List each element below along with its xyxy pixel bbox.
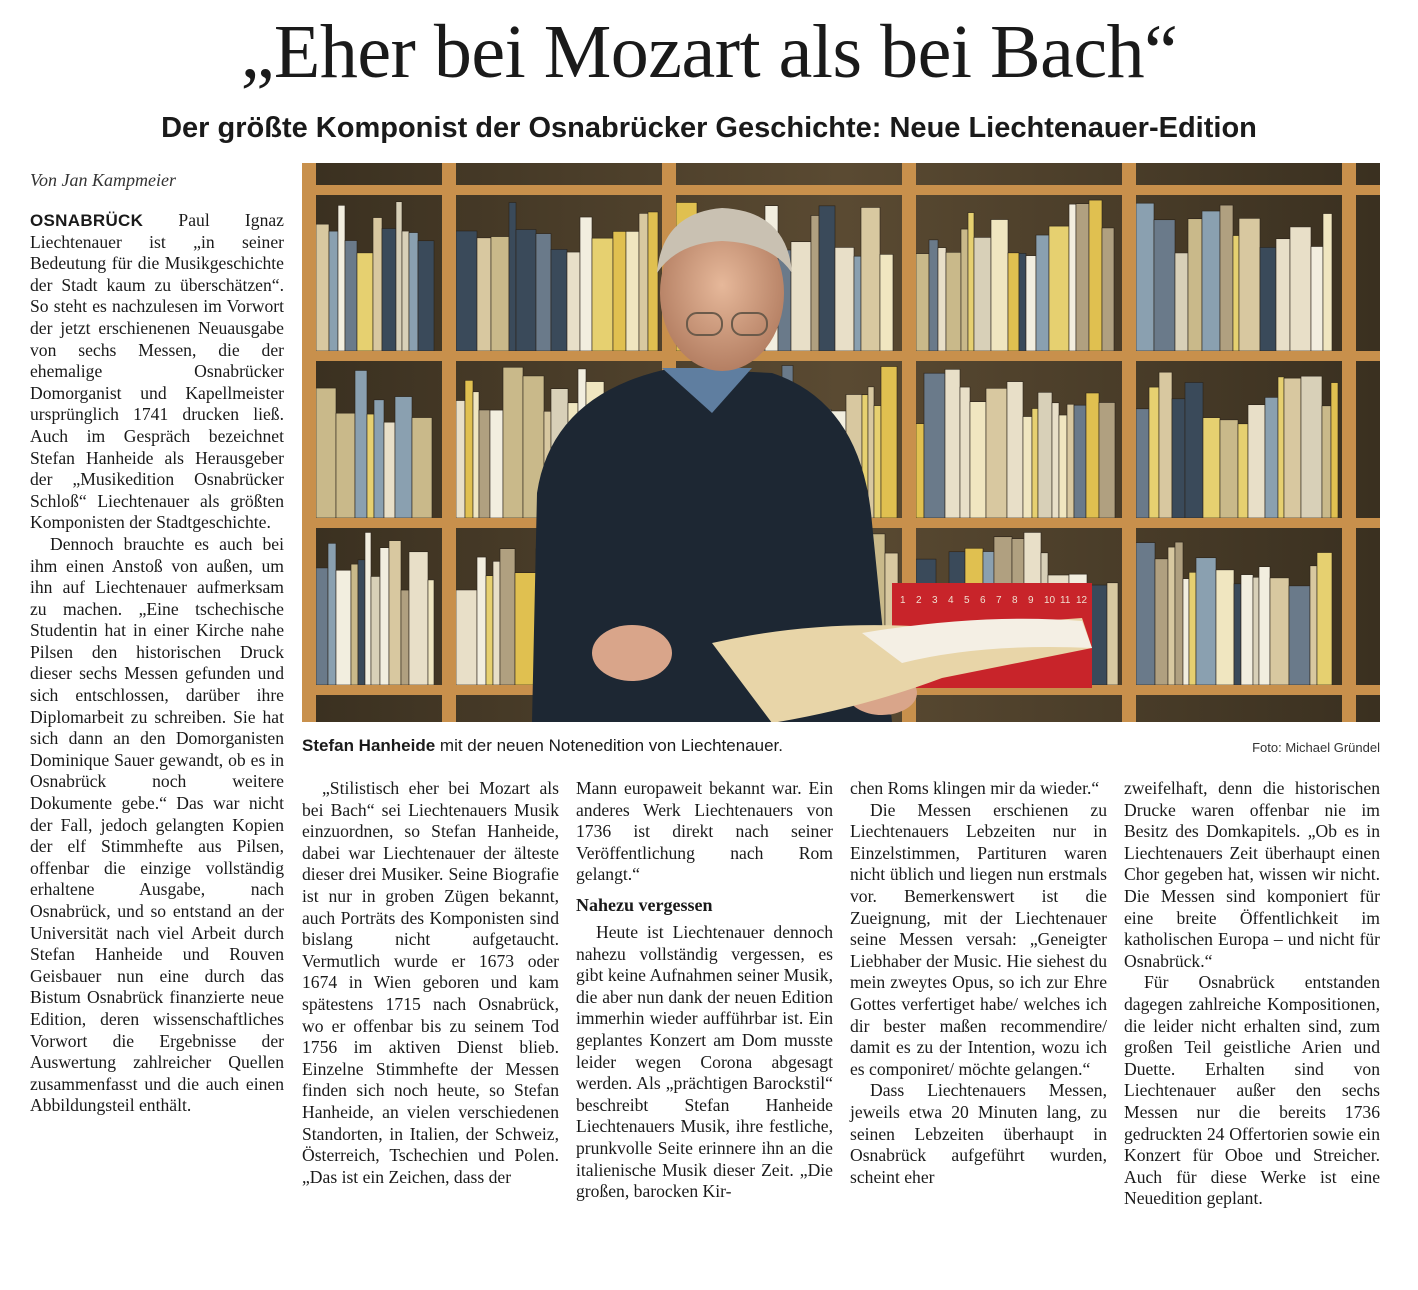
book bbox=[580, 217, 592, 351]
book bbox=[409, 233, 418, 351]
paragraph: zweifelhaft, denn die historischen Drucke waren offenbar nie im Besitz des Domkapitels. „Ob es in Liechtenauers Zeit überhaupt einen Chor gegeben hat, wissen wir nicht. Die Messen sind komponiert für eine breite Öffentlichkeit im katholischen Europa – und nicht für Osnabrück.“ bbox=[1124, 778, 1380, 971]
book bbox=[1289, 586, 1310, 685]
spine-number: 6 bbox=[980, 595, 986, 606]
book bbox=[402, 231, 409, 351]
book bbox=[648, 212, 658, 351]
book bbox=[367, 414, 374, 518]
book bbox=[1301, 376, 1322, 518]
book bbox=[409, 552, 428, 685]
book bbox=[515, 573, 536, 685]
book bbox=[567, 252, 580, 351]
subhead: Nahezu vergessen bbox=[576, 894, 713, 915]
book bbox=[1159, 372, 1172, 518]
book bbox=[881, 366, 897, 518]
byline: Von Jan Kampmeier bbox=[30, 170, 176, 190]
book bbox=[1008, 253, 1019, 351]
book bbox=[418, 241, 434, 351]
book bbox=[1175, 253, 1188, 351]
book bbox=[854, 256, 861, 351]
book bbox=[970, 402, 986, 518]
paragraph: Heute ist Liechtenauer dennoch nahezu vollständig vergessen, es gibt keine Aufnahmen seiner Musik, die aber nun dank der neuen Edition immerhin wieder aufführbar ist. Ein geplantes Konzert am Dom musste leider wegen Corona abgesagt werden. Als „prächtigen Barockstil“ beschreibt Stefan Hanheide Liechtenauers Musik, ihre festliche, prunkvolle Seite erinnere ihn an die italienische Musik dieser Zeit. „Die großen, barocken Kir- bbox=[576, 921, 833, 1202]
book bbox=[384, 422, 395, 518]
book bbox=[819, 206, 835, 351]
book bbox=[639, 213, 648, 351]
book bbox=[1311, 246, 1323, 351]
subheadline: Der größte Komponist der Osnabrücker Geschichte: Neue Liechtenauer-Edition bbox=[161, 112, 1257, 144]
book bbox=[465, 380, 473, 518]
paragraph: Für Osnabrück entstanden dagegen zahlreiche Kompositionen, die leider nicht erhalten sind, zum großen Teil geistliche Arien und Duette. Erhalten sind von Liechtenauer außer den sechs Messen nur die bereits 1736 gedruckten 24 Offertorien sowie ein Konzert für Oboe und Streicher. Auch für diese Werke ist eine Neuedition geplant. bbox=[1124, 972, 1380, 1209]
book bbox=[946, 252, 961, 351]
book bbox=[938, 248, 946, 351]
book bbox=[968, 213, 974, 351]
photo-illustration bbox=[302, 163, 1380, 722]
book bbox=[358, 560, 365, 685]
paragraph-text: Paul Ignaz Liechtenauer ist „in seiner Bedeutung für die Musikgeschichte der Stadt kaum zu überschätzen“. So steht es nachzulesen im Vorwort der jetzt erschienenen Neuausgabe von sechs Messen, die der ehemalige Osnabrücker Domorganist und Kapellmeister ursprünglich 1741 drucken ließ. Auch im Gespräch bezeichnet Stefan Hanheide als Herausgeber der „Musikedition Osnabrücker Schloß“ Liechtenauer als größten Komponisten der Stadtgeschichte. bbox=[30, 210, 284, 533]
book bbox=[1216, 570, 1234, 685]
book bbox=[916, 424, 924, 518]
book bbox=[401, 590, 409, 685]
spine-number: 4 bbox=[948, 595, 954, 606]
book bbox=[924, 373, 945, 518]
book bbox=[1074, 405, 1086, 518]
shelf-board bbox=[302, 351, 1380, 361]
book bbox=[503, 367, 523, 518]
book bbox=[490, 410, 503, 518]
book bbox=[1260, 247, 1276, 351]
book bbox=[1086, 393, 1099, 518]
book bbox=[536, 234, 551, 351]
spine-number: 5 bbox=[964, 595, 970, 606]
shelf-board bbox=[302, 185, 1380, 195]
book bbox=[316, 224, 329, 351]
book bbox=[929, 240, 938, 351]
book bbox=[1067, 404, 1074, 518]
book bbox=[336, 413, 355, 518]
book bbox=[1322, 406, 1331, 518]
caption-text: mit der neuen Notenedition von Liechtenauer. bbox=[435, 736, 783, 755]
book bbox=[1183, 579, 1189, 685]
book bbox=[357, 253, 373, 351]
book bbox=[1265, 397, 1278, 518]
book bbox=[1052, 403, 1059, 518]
book bbox=[516, 229, 536, 351]
paragraph bbox=[30, 210, 284, 534]
book bbox=[1175, 542, 1183, 685]
book bbox=[861, 207, 880, 351]
book bbox=[1202, 211, 1220, 351]
book bbox=[1089, 200, 1102, 351]
book bbox=[382, 229, 396, 351]
book bbox=[1059, 415, 1067, 518]
book bbox=[791, 242, 811, 351]
book bbox=[880, 254, 893, 351]
book bbox=[395, 397, 412, 518]
book bbox=[1026, 256, 1036, 351]
book bbox=[479, 410, 490, 518]
book bbox=[874, 406, 881, 518]
book bbox=[1102, 228, 1114, 351]
book bbox=[1196, 558, 1216, 685]
book bbox=[477, 557, 486, 685]
spine-number: 8 bbox=[1012, 595, 1018, 606]
book bbox=[835, 247, 854, 351]
book bbox=[1136, 543, 1155, 685]
shelf-upright bbox=[442, 163, 456, 722]
spine-number: 10 bbox=[1044, 595, 1056, 606]
book bbox=[1270, 578, 1289, 685]
book bbox=[336, 570, 351, 685]
book bbox=[338, 205, 345, 351]
book bbox=[477, 238, 491, 351]
book bbox=[374, 400, 384, 518]
book bbox=[1185, 382, 1203, 518]
book bbox=[328, 543, 336, 685]
book bbox=[1239, 218, 1260, 351]
book bbox=[1136, 203, 1154, 351]
book bbox=[1220, 420, 1238, 518]
book bbox=[1203, 418, 1220, 518]
paragraph: Die Messen erschienen zu Liechtenauers Lebzeiten nur in Einzelstimmen, Partituren waren nicht üblich und liegen nun erstmals vor. Bemerkenswert ist die Zueignung, mit der Liechtenauer seine Messen versah: „Geneigter Liebhaber der Music. Hie siehest du mein zweytes Opus, so ich zur Ehre Gottes verfertiget habe/ welches ich dir bester maßen recommendire/ damit es zu der Intention, wozu ich es componiret/ möchte gelangen.“ bbox=[850, 799, 1107, 1079]
spine-number: 7 bbox=[996, 595, 1002, 606]
book bbox=[396, 202, 402, 351]
book bbox=[371, 576, 380, 685]
article-column-4 bbox=[850, 778, 1107, 1188]
book bbox=[1069, 204, 1076, 351]
article-column-2 bbox=[302, 778, 559, 1188]
book bbox=[1136, 409, 1149, 518]
book bbox=[1248, 405, 1265, 518]
book bbox=[1241, 575, 1253, 685]
book bbox=[1036, 235, 1049, 351]
book bbox=[1007, 382, 1023, 518]
book bbox=[1188, 219, 1202, 351]
book bbox=[486, 576, 493, 685]
book bbox=[1023, 417, 1032, 518]
book bbox=[428, 580, 434, 685]
book bbox=[551, 249, 567, 351]
book bbox=[592, 238, 613, 351]
book bbox=[1290, 227, 1311, 351]
book bbox=[316, 388, 336, 518]
book bbox=[365, 532, 371, 685]
book bbox=[345, 241, 357, 351]
paragraph: Mann europaweit bekannt war. Ein anderes Werk Liechtenauers von 1736 ist direkt nach seiner Veröffentlichung nach Rom gelangt.“ bbox=[576, 778, 833, 885]
book bbox=[473, 392, 479, 518]
photo-caption bbox=[302, 734, 1380, 758]
book bbox=[389, 541, 401, 685]
book bbox=[1317, 553, 1332, 685]
book bbox=[961, 229, 968, 351]
caption-name: Stefan Hanheide bbox=[302, 736, 436, 755]
book bbox=[1331, 383, 1338, 518]
book bbox=[1253, 577, 1259, 685]
shelf-upright bbox=[302, 163, 316, 722]
book bbox=[456, 590, 477, 685]
paragraph: chen Roms klingen mir da wieder.“ bbox=[850, 778, 1100, 798]
book bbox=[1076, 204, 1089, 351]
book bbox=[316, 568, 328, 685]
article-column-5 bbox=[1124, 778, 1380, 1210]
book bbox=[974, 237, 991, 351]
book bbox=[1284, 378, 1301, 518]
book bbox=[1234, 584, 1241, 685]
book bbox=[412, 418, 432, 518]
spine-number: 1 bbox=[900, 595, 906, 606]
dateline: OSNABRÜCK bbox=[30, 211, 144, 230]
book bbox=[351, 564, 358, 685]
book bbox=[1172, 399, 1185, 518]
book bbox=[626, 231, 639, 351]
book bbox=[355, 370, 367, 518]
book bbox=[1278, 377, 1284, 518]
book bbox=[1168, 547, 1175, 685]
paragraph: Dass Liechtenauers Messen, jeweils etwa 20 Minuten lang, zu seinen Lebzeiten überhaupt in Osnabrück aufgeführt wurden, scheint eher bbox=[850, 1080, 1107, 1187]
book bbox=[491, 237, 509, 351]
book bbox=[373, 218, 382, 351]
article-photo bbox=[302, 163, 1380, 722]
book bbox=[960, 387, 970, 518]
book bbox=[945, 369, 960, 518]
shelf-upright bbox=[1122, 163, 1136, 722]
book bbox=[1310, 566, 1317, 685]
article-column-1 bbox=[30, 210, 284, 1117]
photo-credit: Foto: Michael Gründel bbox=[1252, 740, 1380, 755]
book bbox=[1189, 572, 1196, 685]
book bbox=[991, 220, 1008, 351]
book bbox=[329, 231, 338, 351]
book bbox=[1038, 392, 1052, 518]
book bbox=[500, 549, 515, 685]
book bbox=[456, 231, 477, 351]
book bbox=[1019, 253, 1026, 351]
book bbox=[986, 388, 1007, 518]
spine-number: 11 bbox=[1060, 595, 1071, 606]
spine-number: 3 bbox=[932, 595, 938, 606]
book bbox=[613, 231, 626, 351]
book bbox=[1220, 205, 1233, 351]
book bbox=[1032, 408, 1038, 518]
book bbox=[1149, 387, 1159, 518]
book bbox=[1154, 220, 1175, 351]
spine-number: 12 bbox=[1076, 595, 1088, 606]
book bbox=[1276, 239, 1290, 351]
book bbox=[1099, 402, 1115, 518]
book bbox=[1155, 559, 1168, 685]
book bbox=[1323, 214, 1332, 351]
article-column-3 bbox=[576, 778, 833, 1203]
book bbox=[1238, 424, 1248, 518]
book bbox=[380, 548, 389, 685]
spine-number: 9 bbox=[1028, 595, 1034, 606]
book bbox=[1259, 567, 1270, 685]
book bbox=[509, 202, 516, 351]
book bbox=[456, 401, 465, 518]
paragraph: Dennoch brauchte es auch bei ihm einen Anstoß von außen, um ihn auf Liechtenauer aufmerksam zu machen. „Eine tschechische Studentin hat in einer Kirche nahe Pilsen den historischen Druck dieser sechs Messen gefunden und sich entschlossen, darüber ihre Diplomarbeit zu schreiben. Sie hat sich dann an den Domorganisten Dominique Sauer gewandt, ob es in Osnabrück noch weitere Dokumente gebe.“ Das war nicht der Fall, jedoch gelangten Kopien der elf Stimmhefte aus Pilsen, offenbar die einzige vollständig erhaltene Ausgabe, nach Osnabrück, und so entstand an der Universität nach viel Arbeit durch Stefan Hanheide und Rouven Geisbauer nun eine durch das Bistum Osnabrück finanzierte neue Edition, deren wissenschaftliches Vorwort die Ergebnisse der Auswertung zahlreicher Quellen zusammenfasst und die auch einen Abbildungsteil enthält. bbox=[30, 533, 284, 1116]
book bbox=[1107, 583, 1118, 685]
book bbox=[1049, 226, 1069, 351]
book bbox=[916, 254, 929, 351]
book bbox=[1233, 236, 1239, 351]
book bbox=[811, 215, 819, 351]
spine-number: 2 bbox=[916, 595, 922, 606]
shelf-upright bbox=[1342, 163, 1356, 722]
book bbox=[493, 561, 500, 685]
headline: „Eher bei Mozart als bei Bach“ bbox=[240, 10, 1178, 94]
paragraph: „Stilistisch eher bei Mozart als bei Bach“ sei Liechtenauers Musik einzuordnen, so Stefan Hanheide, dabei war Liechtenauer der älteste dieser drei Musiker. Seine Biografie ist nur in groben Zügen bekannt, auch Porträts des Komponisten sind bislang nicht aufgetaucht. Vermutlich wurde er 1673 oder 1674 in Wien geboren und kam spätestens 1715 nach Osnabrück, wo er offenbar bis zu seinem Tod 1756 im aktiven Dienst blieb. Einzelne Stimmhefte der Messen finden sich noch heute, so Stefan Hanheide, an vielen verschiedenen Standorten, in Italien, der Schweiz, Österreich, Tschechien und Polen. „Das ist ein Zeichen, dass der bbox=[302, 778, 559, 1187]
